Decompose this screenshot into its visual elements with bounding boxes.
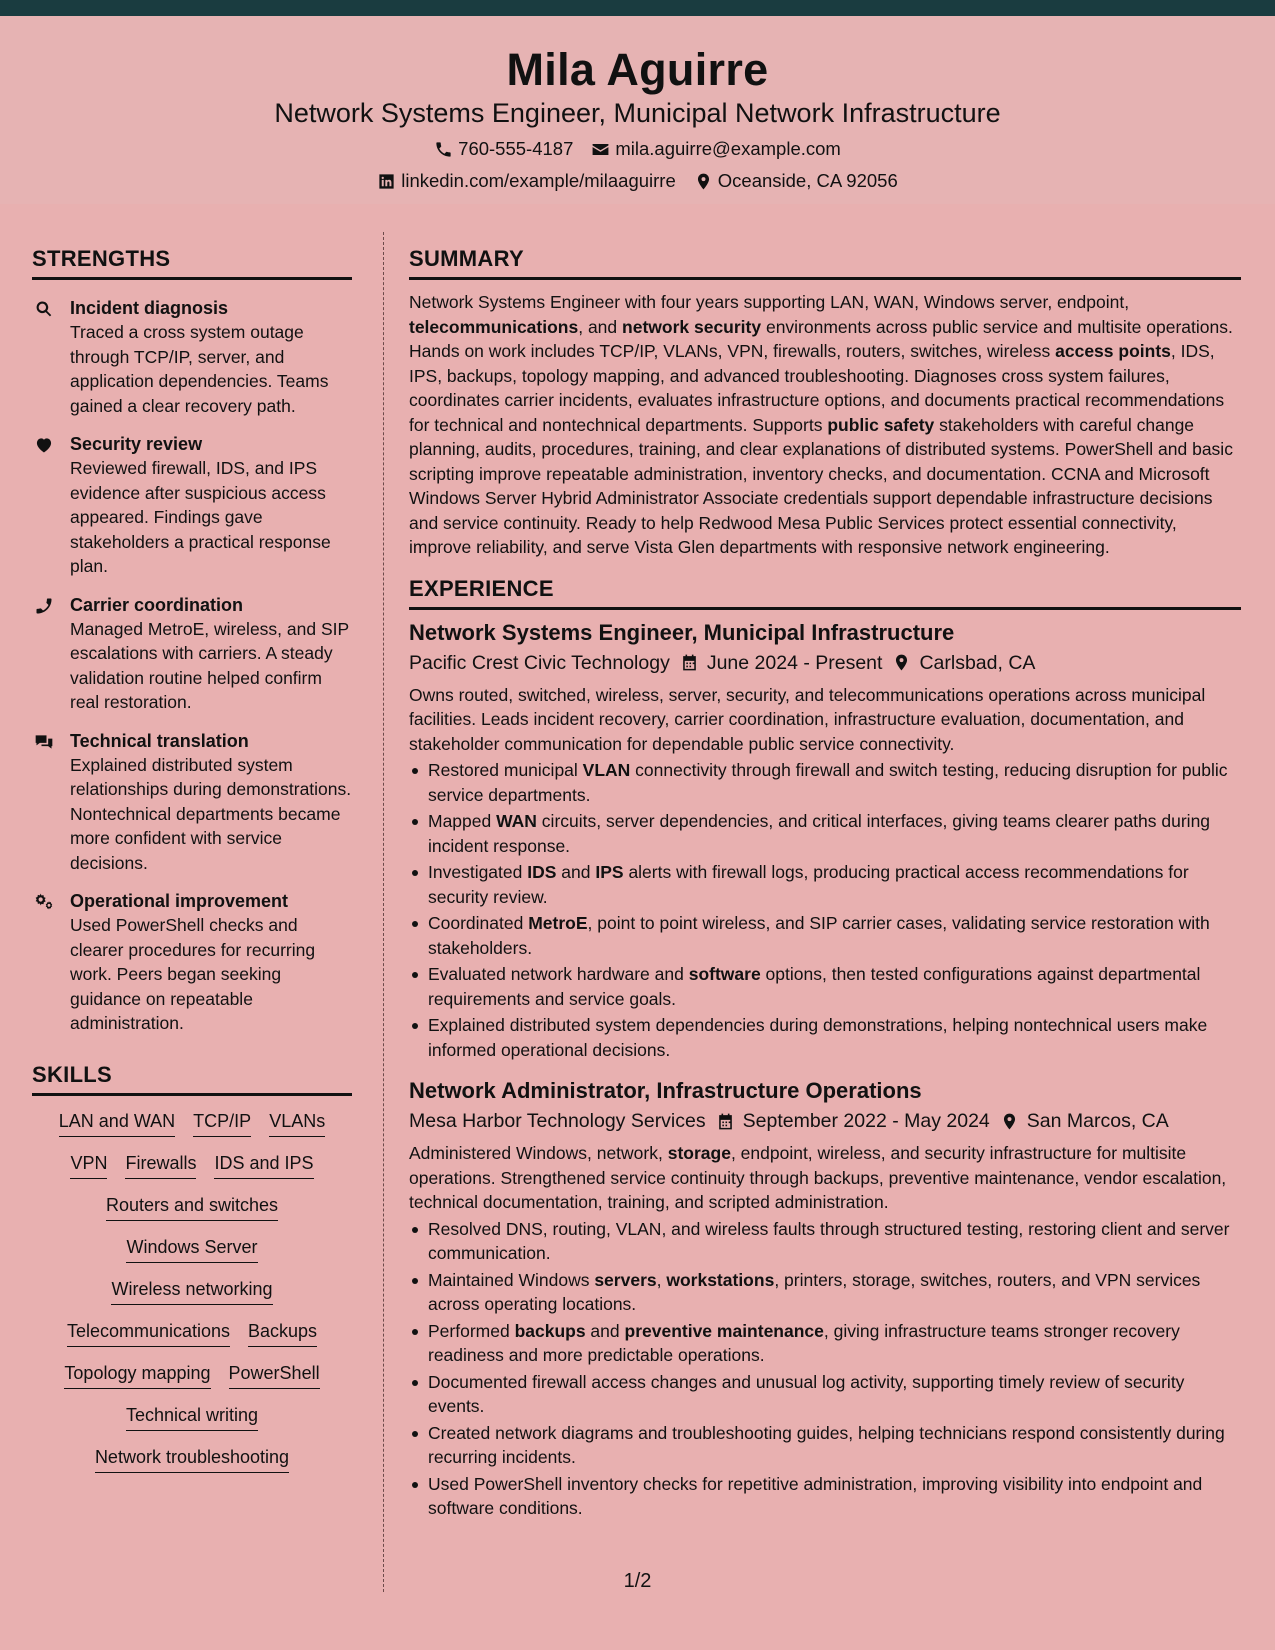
text-run: Owns routed, switched, wireless, server, security, and telecommunications operations across municipal facilities. Leads incident recovery, carrier coordination, infrastructure evaluation, documentation, and stakeholder communication for dependable public service connectivity. bbox=[409, 684, 1206, 754]
strength-title: Carrier coordination bbox=[70, 594, 244, 615]
job-bullets bbox=[409, 1217, 1241, 1521]
job-bullet bbox=[409, 1472, 1241, 1521]
text-run: Coordinated bbox=[428, 913, 529, 933]
strength-icon-wrap bbox=[32, 729, 70, 876]
strength-description: Reviewed firewall, IDS, and IPS evidence after suspicious access appeared. Findings gave stakeholders a practical response plan. bbox=[70, 458, 331, 576]
job-bullet bbox=[409, 911, 1241, 960]
bold-keyword: IDS bbox=[527, 862, 557, 882]
skill-line bbox=[32, 1402, 352, 1435]
text-run: and bbox=[585, 1320, 625, 1341]
page-number: 1/2 bbox=[623, 1570, 652, 1592]
text-run: Evaluated network hardware and bbox=[428, 964, 689, 984]
job-bullet bbox=[409, 758, 1241, 807]
job-location: San Marcos, CA bbox=[1000, 1107, 1169, 1135]
skill-tag: TCP/IP bbox=[193, 1108, 251, 1137]
strength-body bbox=[70, 729, 352, 876]
skill-tag: Telecommunications bbox=[67, 1318, 230, 1347]
strength-item bbox=[32, 432, 352, 579]
job-bullet bbox=[409, 1319, 1241, 1368]
strengths-heading: STRENGTHS bbox=[32, 246, 352, 280]
bold-keyword: preventive maintenance bbox=[624, 1320, 824, 1341]
text-run: stakeholders with careful change planning, audits, procedures, training, and clear explanations of distributed systems. PowerShell and basic scripting improve repeatable administration, inventory checks, and documentation. CCNA and Microsoft Windows Server Hybrid Administrator Associate credentials support dependable infrastructure decisions and service continuity. Ready to help Redwood Mesa Public Services protect essential connectivity, improve reliability, and serve Vista Glen departments with responsive network engineering. bbox=[409, 414, 1233, 557]
email-contact[interactable] bbox=[591, 137, 840, 161]
jobs-list bbox=[409, 618, 1241, 1521]
strength-title: Incident diagnosis bbox=[70, 298, 229, 318]
bold-keyword: WAN bbox=[496, 811, 537, 831]
gears-icon bbox=[34, 892, 54, 912]
bold-keyword: network security bbox=[622, 316, 762, 337]
text-run: Performed bbox=[428, 1320, 515, 1341]
phone-icon bbox=[434, 140, 453, 159]
skill-line bbox=[32, 1318, 352, 1351]
job-meta bbox=[409, 1107, 1241, 1135]
job-entry bbox=[409, 618, 1241, 1063]
text-run: , and bbox=[578, 316, 623, 337]
strength-item bbox=[32, 296, 352, 418]
strength-body bbox=[70, 296, 352, 418]
bold-keyword: telecommunications bbox=[409, 316, 579, 337]
left-column bbox=[32, 246, 352, 1477]
bold-keyword: servers bbox=[594, 1269, 657, 1290]
strength-description: Explained distributed system relationships during demonstrations. Nontechnical departments became more confident with service decisions. bbox=[70, 754, 352, 873]
bold-keyword: backups bbox=[514, 1320, 586, 1341]
job-company: Pacific Crest Civic Technology bbox=[409, 651, 670, 674]
bold-keyword: storage bbox=[667, 1143, 731, 1163]
skill-line bbox=[32, 1444, 352, 1477]
text-run: Network Systems Engineer with four years supporting LAN, WAN, Windows server, endpoint, bbox=[409, 292, 1130, 312]
strength-body bbox=[70, 889, 352, 1036]
job-bullet bbox=[409, 1268, 1241, 1317]
job-dates: June 2024 - Present bbox=[680, 649, 883, 677]
contact-row-1 bbox=[0, 137, 1275, 161]
job-bullet bbox=[409, 962, 1241, 1011]
map-pin-icon bbox=[892, 653, 911, 672]
skills-list bbox=[32, 1108, 352, 1477]
strength-item bbox=[32, 593, 352, 715]
skill-tag: VPN bbox=[70, 1150, 107, 1179]
skills-heading: SKILLS bbox=[32, 1062, 352, 1096]
calendar-icon bbox=[680, 653, 699, 672]
bold-keyword: workstations bbox=[666, 1269, 775, 1290]
strength-body bbox=[70, 432, 352, 579]
comments-icon bbox=[34, 732, 54, 752]
location-contact bbox=[694, 169, 898, 193]
skill-line bbox=[32, 1234, 352, 1267]
search-icon bbox=[34, 299, 54, 319]
text-run: Maintained Windows bbox=[428, 1269, 595, 1290]
text-run: Explained distributed system dependencies during demonstrations, helping nontechnical users make informed operational decisions. bbox=[428, 1015, 1208, 1060]
experience-heading: EXPERIENCE bbox=[409, 576, 1241, 610]
text-run: options, then tested configurations against departmental requirements and service goals. bbox=[428, 964, 1201, 1009]
skill-tag: Topology mapping bbox=[64, 1360, 210, 1389]
resume-header bbox=[0, 16, 1275, 204]
bold-keyword: public safety bbox=[827, 414, 935, 435]
skill-line bbox=[32, 1276, 352, 1309]
linkedin-contact[interactable] bbox=[377, 169, 676, 193]
job-dates: September 2022 - May 2024 bbox=[716, 1107, 990, 1135]
job-bullet bbox=[409, 860, 1241, 909]
text-run: Created network diagrams and troubleshooting guides, helping technicians respond consistently during recurring incidents. bbox=[428, 1422, 1225, 1467]
skill-tag: Windows Server bbox=[126, 1234, 257, 1263]
email-text: mila.aguirre@example.com bbox=[615, 138, 841, 159]
skill-line bbox=[32, 1150, 352, 1183]
text-run: connectivity through firewall and switch testing, reducing disruption for public service departments. bbox=[428, 760, 1228, 805]
strength-body bbox=[70, 593, 352, 715]
job-location: Carlsbad, CA bbox=[892, 649, 1035, 677]
skill-tag: Technical writing bbox=[126, 1402, 258, 1431]
job-title: Network Systems Engineer, Municipal Infrastructure bbox=[409, 619, 955, 645]
job-description bbox=[409, 683, 1241, 757]
skill-line bbox=[32, 1360, 352, 1393]
candidate-name: Mila Aguirre bbox=[506, 44, 769, 95]
text-run: circuits, server dependencies, and critical interfaces, giving teams clearer paths during incident response. bbox=[428, 811, 1211, 856]
text-run: , point to point wireless, and SIP carrier cases, validating service restoration with stakeholders. bbox=[428, 913, 1210, 958]
text-run: , printers, storage, switches, routers, and VPN services across operating locations. bbox=[428, 1269, 1201, 1314]
bold-keyword: access points bbox=[1055, 341, 1171, 361]
skill-tag: VLANs bbox=[269, 1108, 325, 1137]
text-run: Investigated bbox=[428, 862, 528, 882]
candidate-title: Network Systems Engineer, Municipal Network Infrastructure bbox=[274, 98, 1001, 128]
strength-icon-wrap bbox=[32, 593, 70, 715]
text-run: Documented firewall access changes and unusual log activity, supporting timely review of security events. bbox=[428, 1371, 1185, 1416]
job-bullet bbox=[409, 1421, 1241, 1470]
map-pin-icon bbox=[694, 172, 713, 191]
linkedin-icon bbox=[377, 172, 396, 191]
map-pin-icon bbox=[1000, 1112, 1019, 1131]
right-column bbox=[409, 246, 1241, 1521]
envelope-icon bbox=[591, 140, 610, 159]
summary-text bbox=[409, 290, 1241, 560]
strength-description: Used PowerShell checks and clearer procedures for recurring work. Peers began seeking guidance on repeatable administration. bbox=[70, 915, 316, 1033]
text-run: environments across public service and multisite operations. Hands on work includes TCP/IP, VLANs, VPN, firewalls, routers, switches, wireless bbox=[409, 316, 1233, 361]
text-run: Resolved DNS, routing, VLAN, and wireless faults through structured testing, restoring client and server communication. bbox=[428, 1218, 1230, 1263]
strength-title: Security review bbox=[70, 434, 203, 454]
skill-tag: Routers and switches bbox=[106, 1192, 278, 1221]
bold-keyword: VLAN bbox=[582, 760, 631, 780]
phone-contact[interactable] bbox=[434, 137, 573, 161]
phone-text: 760-555-4187 bbox=[458, 138, 574, 159]
text-run: and bbox=[556, 862, 596, 882]
strength-description: Managed MetroE, wireless, and SIP escalations with carriers. A steady validation routine helped confirm real restoration. bbox=[70, 618, 349, 712]
top-accent-bar bbox=[0, 0, 1275, 16]
text-run: Administered Windows, network, bbox=[409, 1143, 668, 1163]
text-run: , endpoint, wireless, and security infrastructure for multisite operations. Strengthened service continuity through backups, preventive maintenance, vendor escalation, technical documentation, training, and scripted administration. bbox=[409, 1143, 1227, 1212]
column-divider bbox=[383, 232, 384, 1592]
bold-keyword: MetroE bbox=[528, 913, 588, 933]
text-run: Mapped bbox=[428, 811, 497, 831]
calendar-icon bbox=[716, 1112, 735, 1131]
job-bullet bbox=[409, 809, 1241, 858]
strength-icon-wrap bbox=[32, 296, 70, 418]
skill-tag: IDS and IPS bbox=[214, 1150, 313, 1179]
job-description bbox=[409, 1141, 1241, 1215]
job-entry bbox=[409, 1076, 1241, 1521]
strength-title: Operational improvement bbox=[70, 891, 289, 911]
skill-tag: PowerShell bbox=[229, 1360, 320, 1389]
strength-title: Technical translation bbox=[70, 730, 249, 751]
job-title: Network Administrator, Infrastructure Operations bbox=[409, 1078, 922, 1103]
skill-tag: Network troubleshooting bbox=[95, 1444, 289, 1473]
job-company: Mesa Harbor Technology Services bbox=[409, 1110, 706, 1132]
text-run: Used PowerShell inventory checks for repetitive administration, improving visibility into endpoint and software conditions. bbox=[428, 1473, 1203, 1518]
text-run: Restored municipal bbox=[428, 760, 583, 780]
skill-tag: LAN and WAN bbox=[59, 1108, 175, 1137]
text-run: , IDS, IPS, backups, topology mapping, and advanced troubleshooting. Diagnoses cross system failures, coordinates carrier incidents, evaluates infrastructure options, and documents practical recommendations for technical and nontechnical departments. Supports bbox=[409, 341, 1225, 435]
skill-tag: Backups bbox=[248, 1318, 317, 1347]
skill-tag: Firewalls bbox=[125, 1150, 196, 1179]
bold-keyword: IPS bbox=[595, 862, 624, 882]
location-text: Oceanside, CA 92056 bbox=[717, 170, 898, 191]
job-bullet bbox=[409, 1013, 1241, 1062]
text-run: alerts with firewall logs, producing practical access recommendations for security review. bbox=[428, 862, 1189, 907]
strength-description: Traced a cross system outage through TCP/IP, server, and application dependencies. Teams gained a clear recovery path. bbox=[70, 322, 329, 416]
strength-icon-wrap bbox=[32, 889, 70, 1036]
bold-keyword: software bbox=[688, 964, 761, 984]
job-bullet bbox=[409, 1217, 1241, 1266]
heart-icon bbox=[34, 435, 54, 455]
summary-heading: SUMMARY bbox=[409, 246, 1241, 280]
skill-line bbox=[32, 1108, 352, 1141]
strength-item bbox=[32, 729, 352, 876]
text-run: , giving infrastructure teams stronger recovery readiness and more predictable operations. bbox=[428, 1320, 1180, 1365]
job-meta bbox=[409, 649, 1241, 677]
linkedin-text: linkedin.com/example/milaaguirre bbox=[401, 170, 676, 191]
skill-line bbox=[32, 1192, 352, 1225]
contact-row-2 bbox=[0, 169, 1275, 193]
skill-tag: Wireless networking bbox=[111, 1276, 272, 1305]
phone-icon bbox=[34, 596, 54, 616]
job-bullets bbox=[409, 758, 1241, 1062]
strength-icon-wrap bbox=[32, 432, 70, 579]
text-run: , bbox=[656, 1269, 667, 1290]
strength-item bbox=[32, 889, 352, 1036]
strengths-list bbox=[32, 296, 352, 1036]
job-bullet bbox=[409, 1370, 1241, 1419]
